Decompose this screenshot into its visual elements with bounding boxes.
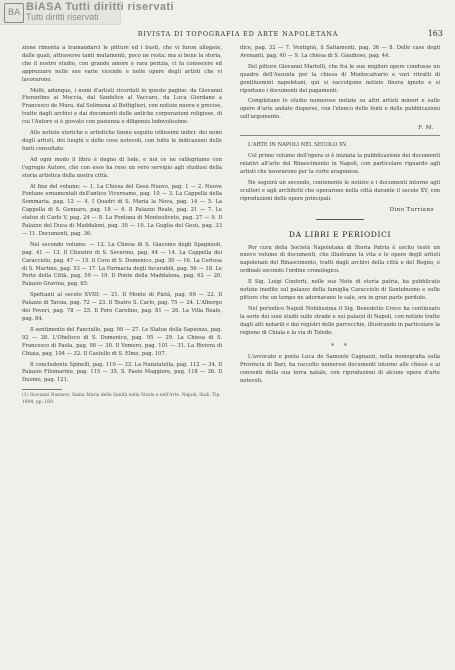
page-number: 163 xyxy=(427,29,443,38)
paragraph: Molti, adunque, i nomi d'artisti ricordati in queste pagine: da Giovanni Fiorentino ai Moccia, dal Sanfelice al Vaccaro, da Luca Giordano a Francesco de Mura, dal Solimena al Bottiglieri, con notizie nuove e precise, tratte dagli archivi e dai documenti delle antiche corporazioni religiose, di cui l'Autore si è giovato con pazienza e diligenza lodevolissime. xyxy=(22,87,222,126)
index-paragraph: Spettanti al secolo XVIII: — 21. Il Monte di Pietà, pag. 69 — 22. Il Palazzo di Tarsia, pag. 72 — 23. Il Teatro S. Carlo, pag. 75 — 24. L'Albergo dei Poveri, pag. 78 — 25. Il Foro Carolino, pag. 81 — 26. La Villa Reale, pag. 84. xyxy=(22,292,222,322)
index-paragraph: Al fine del volume: — 1. La Chiesa del Gesù Nuovo, pag. 1 — 2. Nuove Fontane ornamentali dell'antico Vicereame, pag. 10 — 3. La Cappella della Sommaria, pag. 12 — 4. I Quadri di S. Maria la Nova, pag. 14 — 5. La Cappella di S. Gennaro, pag. 18 — 6. Il Palazzo Reale, pag. 21 — 7. Le statue di Carlo V, pag. 24 — 8. La Fontana di Monteoliveto, pag. 27 — 9. Il Palazzo del Duca di Maddaloni, pag. 30 — 10. La Guglia del Gesù, pag. 33 — 11. Documenti, pag. 36. xyxy=(22,183,222,237)
section-heading: DA LIBRI E PERIODICI xyxy=(288,229,392,239)
index-paragraph: Il concludente Spinelli, pag. 110 — 33. La Nunziatella, pag. 112 — 34. Il Palazzo Filomarino, pag. 115 — 35. S. Paolo Maggiore, pag. 118 — 36. Il Duomo, pag. 121. xyxy=(22,361,222,384)
signature-name: Dino Turriano xyxy=(389,206,434,213)
heading-rule xyxy=(316,219,364,220)
footnote: (1) Giovanni Nazzaro, Santa Maria della Sanità nella Storia e nell'Arte. Napoli, Stab. Tip. 1904, pp. 180. xyxy=(22,393,221,405)
paragraph: Alle notizie storiche e artistiche fanno seguito utilissimi indici: dei nomi degli artisti, dei luoghi e delle cose notevoli, con tutte le indicazioni delle fonti consultate. xyxy=(22,130,222,152)
paragraph: zione rimonta a tramandarci le pitture ed i busti, che vi furon allogate, dalle quali, attraverso tanti mutamenti, poco ne resta; ma sì bene la storia, che il nostro studio, con grande amore e rara perizia, ci fa conoscere ed apprezzare nelle sue varie vicende e nelle opere degli artisti che vi lavorarono. xyxy=(22,45,222,83)
paragraph: Col primo volume dell'opera si è iniziata la pubblicazione dei documenti relativi all'arte del Rinascimento in Napoli, con particolare riguardo agli artisti che lavorarono per la corte aragonese. xyxy=(240,153,440,175)
watermark-banner xyxy=(0,0,174,25)
footnote-divider xyxy=(22,389,62,390)
paragraph: Per cura della Società Napoletana di Storia Patria è uscito testè un nuovo volume di documenti, che illustrano la vita e le opere degli artisti napoletani del Rinascimento, tratti dagli archivi della città e del Regno, e ordinati secondo l'ordine cronologico. xyxy=(240,244,440,275)
signature-initials: F. M. xyxy=(418,125,434,132)
paragraph: Ad ogni modo il libro è degno di lode, e noi ce ne rallegriamo con l'egregio Autore, che con esso ha reso un vero servigio agli studiosi della storia artistica della nostra città. xyxy=(22,156,222,179)
index-paragraph: Nel secondo volume: — 12. La Chiesa di S. Giacomo degli Spagnuoli, pag. 41 — 13. Il Chiostro di S. Severino, pag. 44 — 14. La Cappella dei Caracciolo, pag. 47 — 15. Il Coro di S. Domenico, pag. 50 — 16. La Certosa di S. Martino, pag. 53 — 17. La Farmacia degli Incurabili, pag. 56 — 18. Le Porte della Città, pag. 59 — 19. Il Ponte della Maddalena, pag. 62 — 20. Palazzo Gravina, pag. 65. xyxy=(22,241,222,288)
paragraph: dice, pag. 32 — 7. Ventignò, il Saltamenti, pag. 36 — 8. Delle case degli Avenanti, pag. 40 — 9. La chiesa di S. Gaudioso, pag. 44. xyxy=(240,45,440,59)
running-head: RIVISTA DI TOPOGRAFIA ED ARTE NAPOLETANA xyxy=(137,30,339,38)
paragraph: L'avvocato e poeta Luca de Samuele Cagnazzi, nella monografia sulla Provincia di Bari, ha raccolto numerosi documenti intorno alle chiese e ai conventi della sua terra natale, con riproduzioni di alcune opere d'arte notevoli. xyxy=(240,354,440,385)
index-paragraph: Il sentimento del Fanciullo, pag. 90 — 27. Le Statue della Sapienza, pag. 92 — 28. L'Obelisco di S. Domenico, pag. 95 — 29. La Chiesa di S. Francesco di Paola, pag. 98 — 30. Il Vomero, pag. 101 — 31. La Riviera di Chiaia, pag. 104 — 32. Il Castello di S. Elmo, pag. 107. xyxy=(22,326,222,357)
right-column xyxy=(240,45,440,389)
asterism-icon: * * xyxy=(331,343,349,351)
paragraph: Completano lo studio numerose notizie su altri artisti minori e sulle opere d'arte andate disperse, con l'elenco delle fonti e delle pubblicazioni sull'argomento. xyxy=(240,98,440,121)
paragraph: Nel periodico Napoli Nobilissima il Sig. Benedetto Croce ha continuato la serie dei suoi studii sulle strade e sui palazzi di Napoli, con notizie tratte dagli atti notarili e dai registri delle parrocchie, illustrando in particolare la regione di Chiaia e la via di Toledo. xyxy=(240,305,440,336)
watermark-line-2: Tutti diritti riservati xyxy=(26,12,99,22)
paragraph: Del pittore Giovanni Martelli, che fra le sue migliori opere condusse un quadro dell'Assunta per la chiesa di Montecalvario e vari ritratti di gentiluomini napoletani, qui si raccolgono notizie finora ignote e si riportano i documenti dei pagamenti. xyxy=(240,63,440,94)
paragraph: Il Sig. Luigi Conforti, nelle sue Note di storia patria, ha pubblicato notizie inedite sul palazzo della famiglia Caracciolo di Santobuono e sulle pitture che un tempo ne adornavano le sale, ora in gran parte perdute. xyxy=(240,279,440,301)
section-xv-heading: L'ARTE IN NAPOLI NEL SECOLO XV. xyxy=(248,142,348,149)
paragraph: Ne seguirà un secondo, contenente le notizie e i documenti intorno agli scultori e agli architetti che operarono nella città durante il secolo XV, con riproduzioni delle opere principali. xyxy=(240,179,440,202)
watermark-line-1: BiASA Tutti diritti riservati xyxy=(26,1,174,13)
biasa-logo-icon: BA xyxy=(4,3,24,23)
left-column xyxy=(22,45,222,406)
section-divider xyxy=(240,135,440,136)
